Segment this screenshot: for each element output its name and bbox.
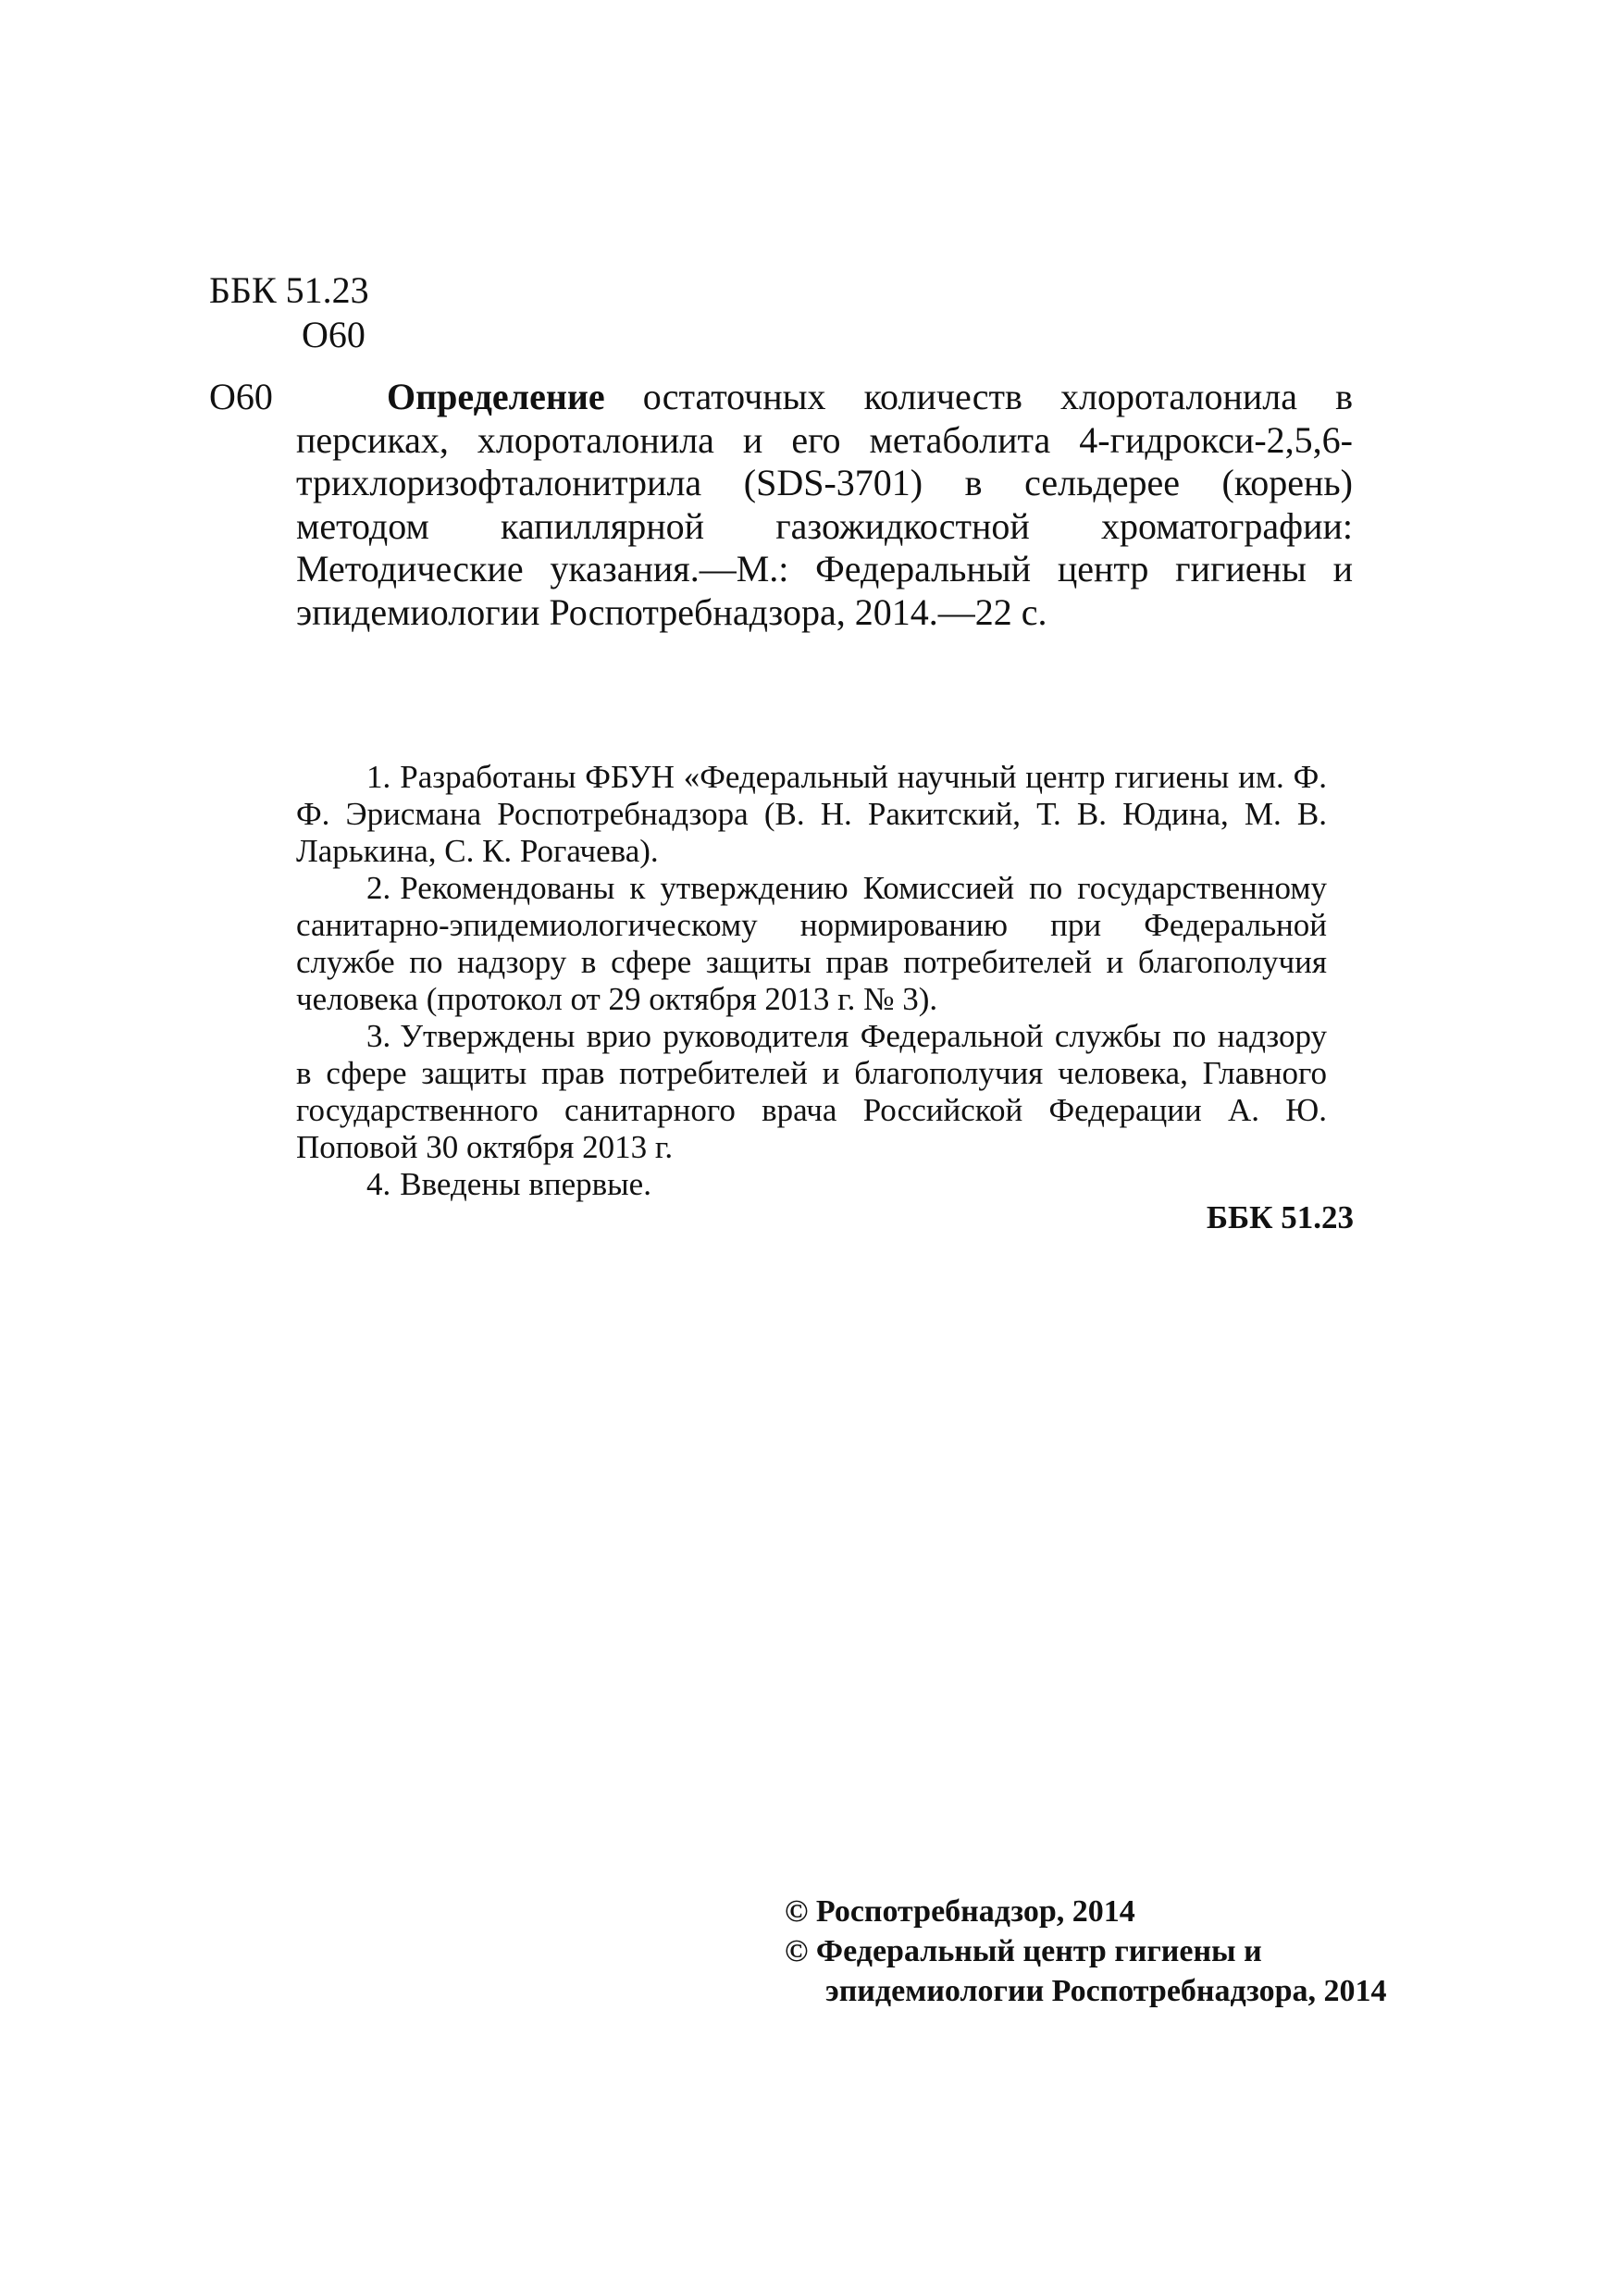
credit-text: Рекомендованы к утверждению Комиссией по государственному санитарно-эпидемиологическому нормированию при Федеральной службе по надзору в сфере защиты прав потребителей и благополучия человека (протокол от 29 октября 2013 г. № 3).	[296, 870, 1327, 1017]
credit-text: Введены впервые.	[400, 1166, 651, 1202]
credit-number: 2.	[366, 870, 391, 906]
copyright-line: эпидемиологии Роспотребнадзора, 2014	[825, 1974, 1387, 2008]
credit-item	[296, 1166, 1327, 1203]
credit-item	[296, 870, 1327, 1018]
credit-number: 4.	[366, 1166, 391, 1202]
copyright-line: © Роспотребнадзор, 2014	[785, 1894, 1135, 1929]
credit-text: Разработаны ФБУН «Федеральный научный центр гигиены им. Ф. Ф. Эрисмана Роспотребнадзора (В. Н. Ракитский, Т. В. Юдина, М. В. Ларькина, С. К. Рогачева).	[296, 759, 1327, 869]
credit-number: 3.	[366, 1018, 391, 1054]
bbk-code: ББК 51.23	[209, 269, 369, 311]
credit-item	[296, 759, 1327, 870]
bbk-code-bottom: ББК 51.23	[1206, 1199, 1354, 1235]
credit-item	[296, 1018, 1327, 1166]
citation-author-sign: О60	[209, 376, 273, 417]
citation-description	[296, 376, 1353, 634]
bbk-classification	[209, 268, 369, 357]
credit-number: 1.	[366, 759, 391, 795]
bibliographic-citation	[209, 376, 1353, 634]
copyright-block	[785, 1892, 1387, 2011]
author-sign: О60	[302, 314, 365, 355]
copyright-line: © Федеральный центр гигиены и	[785, 1934, 1262, 1968]
citation-title: Определение	[387, 376, 605, 417]
credits-list	[296, 759, 1327, 1203]
credit-text: Утверждены врио руководителя Федеральной службы по надзору в сфере защиты прав потребителей и благополучия человека, Главного государственного санитарного врача Российской Федерации А. Ю. Поповой 30 октября 2013 г.	[296, 1018, 1327, 1165]
citation-text: остаточных количеств хлороталонила в персиках, хлороталонила и его метаболита 4-гидрокси-2,5,6-трихлоризофталонитрила (SDS-3701) в сельдерее (корень) методом капиллярной газожидкостной хроматографии: Методические указания.—М.: Федеральный центр гигиены и эпидемиологии Роспотребнадзора, 2014.—22 с.	[296, 376, 1353, 633]
